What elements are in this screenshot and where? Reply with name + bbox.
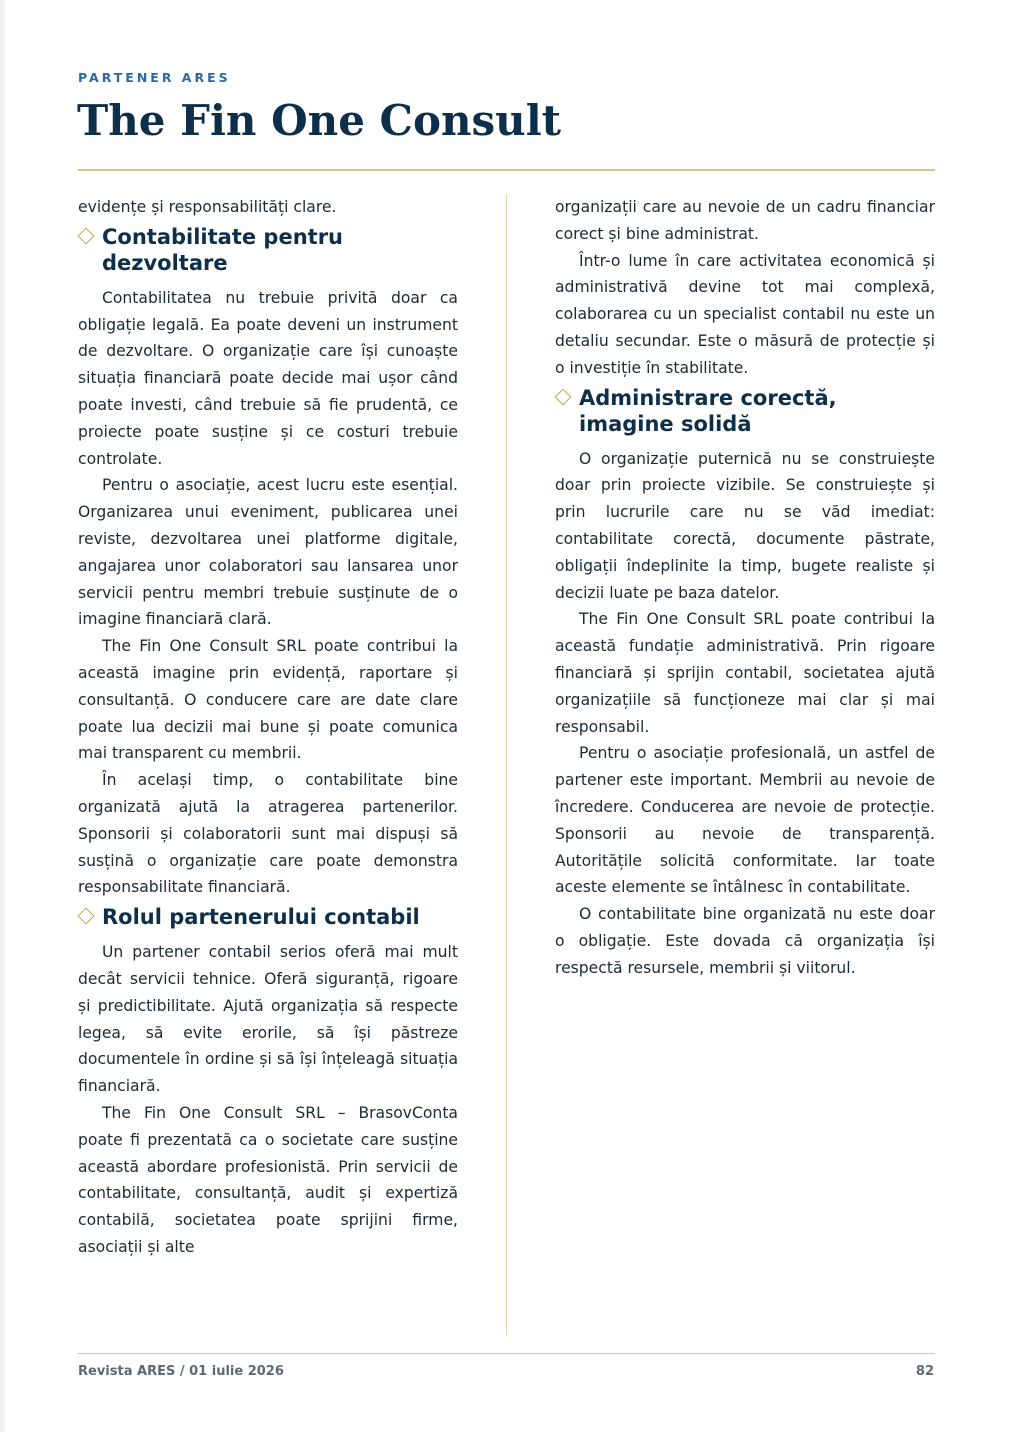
paragraph: Într-o lume în care activitatea economică și administrativă devine tot mai complexă, colaborarea cu un specialist contabil nu este un detaliu secundar. Este o măsură de protecție și o investiție în stabilitate. (555, 251, 935, 377)
paragraph: În același timp, o contabilitate bine organizată ajută la atragerea partenerilor. Sponsorii și colaboratorii sunt mai dispuși să susțină o organizație care poate demonstra responsabilitate financiară. (78, 771, 458, 897)
paragraph: evidențe și responsabilități clare. (78, 198, 337, 216)
diamond-icon (78, 227, 95, 244)
section-heading-text: Rolul partenerului contabil (102, 905, 420, 930)
page-number: 82 (915, 1364, 934, 1379)
paragraph: The Fin One Consult SRL poate contribui la această fundație administrativă. Prin rigoare financiară și sprijin contabil, societatea ajută organizațiile să funcționeze mai clar și mai responsabil. (555, 610, 935, 736)
footer-divider (78, 1353, 935, 1354)
paragraph: The Fin One Consult SRL poate contribui la această imagine prin evidență, raportare și consultanță. O conducere care are date clare poate lua decizii mai bune și poate comunica mai transparent cu membrii. (78, 637, 458, 763)
section-heading (78, 904, 458, 930)
paragraph: Pentru o asociație profesională, un astfel de partener este important. Membrii au nevoie de încredere. Conducerea are nevoie de protecție. Sponsorii au nevoie de transparență. Autoritățile solicită conformitate. Iar toate aceste elemente se întâlnesc în contabilitate. (555, 744, 935, 897)
paragraph: Un partener contabil serios oferă mai mult decât servicii tehnice. Oferă siguranță, rigoare și predictibilitate. Ajută organizația să respecte legea, să evite erorile, să își păstreze documentele în ordine și să își înțeleagă situația financiară. (78, 943, 458, 1096)
diamond-icon (555, 388, 572, 405)
section-kicker: PARTENER ARES (78, 70, 231, 85)
paragraph: The Fin One Consult SRL – BrasovConta poate fi prezentată ca o societate care susține această abordare profesionistă. Prin servicii de contabilitate, consultanță, audit și expertiză contabilă, societatea poate sprijini firme, asociații și alte (78, 1103, 458, 1256)
section-heading (78, 224, 458, 276)
paragraph: Contabilitatea nu trebuie privită doar ca obligație legală. Ea poate deveni un instrument de dezvoltare. O organizație care își cunoaște situația financiară poate decide mai ușor când poate investi, când trebuie să fie prudentă, ce proiecte poate susține și ce costuri trebuie controlate. (78, 288, 458, 468)
paragraph: O contabilitate bine organizată nu este doar o obligație. Este dovada că organizația își respectă resursele, membrii și viitorul. (555, 905, 935, 977)
section-heading (555, 385, 935, 437)
article-title: The Fin One Consult (77, 96, 562, 145)
page-edge (0, 0, 5, 1432)
footer-publication: Revista ARES / 01 iulie 2026 (78, 1364, 284, 1379)
section-heading-text: Contabilitate pentru dezvoltare (102, 224, 343, 275)
paragraph: organizații care au nevoie de un cadru financiar corect și bine administrat. (555, 198, 935, 243)
diamond-icon (78, 908, 95, 925)
column-divider (506, 194, 507, 1335)
section-heading-text: Administrare corectă, imagine solidă (579, 385, 837, 436)
left-column (78, 194, 458, 1261)
header-divider (78, 169, 935, 171)
paragraph: O organizație puternică nu se construiește doar prin proiecte vizibile. Se construiește și prin lucrurile care nu se văd imediat: contabilitate corectă, documente păstrate, obligații îndeplinite la timp, bugete realiste și decizii luate pe baza datelor. (555, 449, 935, 602)
paragraph: Pentru o asociație, acest lucru este esențial. Organizarea unui eveniment, publicarea unei reviste, dezvoltarea unei platforme digitale, angajarea unor colaboratori sau lansarea unor servicii pentru membri trebuie susținute de o imagine financiară clară. (78, 476, 458, 629)
right-column (555, 194, 935, 982)
